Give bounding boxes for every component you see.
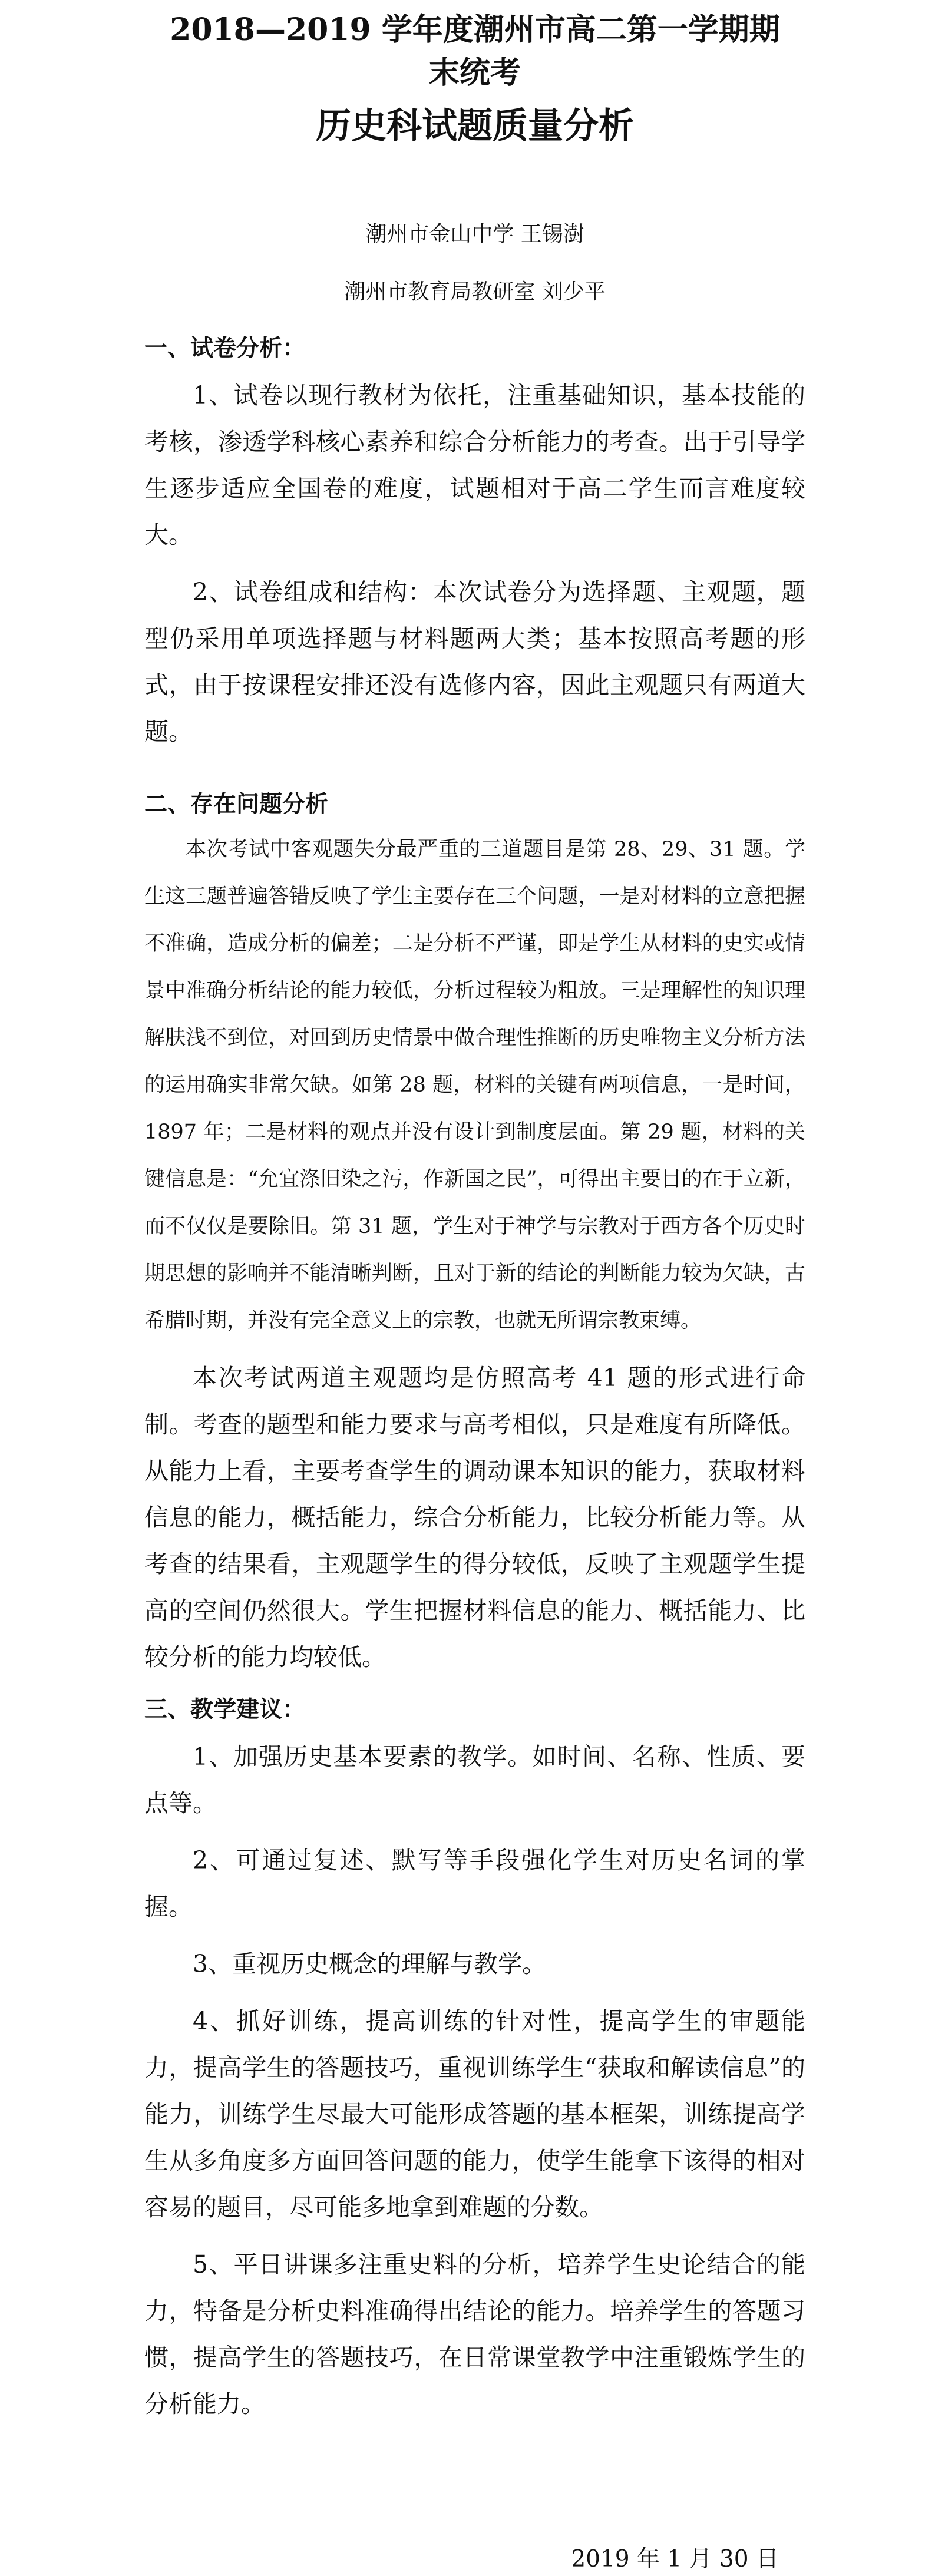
exam-analysis-paragraph: 1、试卷以现行教材为依托，注重基础知识，基本技能的考核，渗透学科核心素养和综合分析能力的考查。出于引导学生逐步适应全国卷的难度，试题相对于高二学生而言难度较大。 — [144, 381, 805, 549]
section-heading-exam-analysis: 一、试卷分析： — [144, 335, 306, 362]
document-title-line-1: 2018—2019 学年度潮州市高二第一学期期 — [170, 12, 780, 48]
teaching-suggestion-item: 4、抓好训练，提高训练的针对性，提高学生的审题能力，提高学生的答题技巧，重视训练学生“获取和解读信息”的能力，训练学生尽最大可能形成答题的基本框架，训练提高学生从多角度多方面回答问题的能力，使学生能拿下该得的相对容易的题目，尽可能多地拿到难题的分数。 — [144, 2007, 805, 2221]
document-subtitle: 历史科试题质量分析 — [316, 105, 634, 147]
author-affiliation-2: 潮州市教育局教研室 刘少平 — [344, 280, 606, 304]
section-heading-problem-analysis: 二、存在问题分析 — [144, 791, 329, 818]
teaching-suggestion-item: 1、加强历史基本要素的教学。如时间、名称、性质、要点等。 — [144, 1742, 805, 1817]
document-title-line-2: 末统考 — [428, 55, 521, 91]
section-heading-teaching-suggestions: 三、教学建议： — [144, 1697, 306, 1723]
exam-analysis-paragraph: 2、试卷组成和结构：本次试卷分为选择题、主观题，题型仍采用单项选择题与材料题两大类；基本按照高考题的形式，由于按课程安排还没有选修内容，因此主观题只有两道大题。 — [144, 578, 805, 746]
problem-analysis-objective-paragraph: 本次考试中客观题失分最严重的三道题目是第 28、29、31 题。学生这三题普遍答错反映了学生主要存在三个问题，一是对材料的立意把握不准确，造成分析的偏差；二是分析不严谨，即是学生从材料的史实或情景中准确分析结论的能力较低，分析过程较为粗放。三是理解性的知识理解肤浅不到位，对回到历史情景中做合理性推断的历史唯物主义分析方法的运用确实非常欠缺。如第 28 题，材料的关键有两项信息，一是时间，1897 年；二是材料的观点并没有设计到制度层面。第 29 题，材料的关键信息是：“允宜涤旧染之污，作新国之民”，可得出主要目的在于立新，而不仅仅是要除旧。第 31 题，学生对于神学与宗教对于西方各个历史时期思想的影响并不能清晰判断，且对于新的结论的判断能力较为欠缺，古希腊时期，并没有完全意义上的宗教，也就无所谓宗教束缚。 — [144, 838, 805, 1332]
teaching-suggestion-item: 5、平日讲课多注重史料的分析，培养学生史论结合的能力，特备是分析史料准确得出结论的能力。培养学生的答题习惯，提高学生的答题技巧，在日常课堂教学中注重锻炼学生的分析能力。 — [144, 2250, 805, 2418]
author-affiliation-1: 潮州市金山中学 王锡澍 — [365, 222, 584, 246]
teaching-suggestion-item: 3、重视历史概念的理解与教学。 — [193, 1950, 547, 1978]
document-date: 2019 年 1 月 30 日 — [571, 2546, 779, 2572]
problem-analysis-subjective-paragraph: 本次考试两道主观题均是仿照高考 41 题的形式进行命制。考查的题型和能力要求与高考相似，只是难度有所降低。从能力上看，主要考查学生的调动课本知识的能力，获取材料信息的能力，概括能力，综合分析能力，比较分析能力等。从考查的结果看，主观题学生的得分较低，反映了主观题学生提高的空间仍然很大。学生把握材料信息的能力、概括能力、比较分析的能力均较低。 — [144, 1364, 805, 1671]
teaching-suggestion-item: 2、可通过复述、默写等手段强化学生对历史名词的掌握。 — [144, 1846, 805, 1921]
